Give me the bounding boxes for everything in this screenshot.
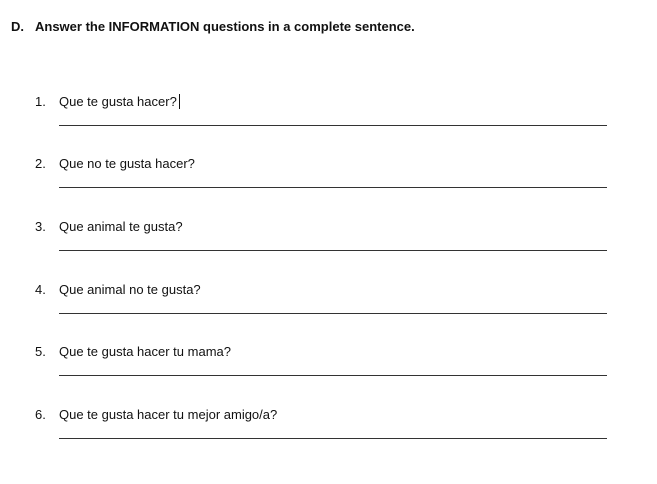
- answer-line[interactable]: [59, 250, 607, 251]
- answer-line[interactable]: [59, 438, 607, 439]
- question-text: [59, 94, 180, 110]
- question-text-content: Que te gusta hacer?: [59, 94, 177, 109]
- answer-line[interactable]: [59, 187, 607, 188]
- section-instruction: Answer the INFORMATION questions in a complete sentence.: [35, 19, 415, 34]
- answer-line[interactable]: [59, 125, 607, 126]
- question-item: [35, 344, 610, 388]
- question-number: 2.: [35, 156, 46, 171]
- answer-line[interactable]: [59, 313, 607, 314]
- question-item: [35, 94, 610, 138]
- question-item: [35, 219, 610, 263]
- question-number: 4.: [35, 282, 46, 297]
- question-text: Que animal te gusta?: [59, 219, 183, 234]
- question-text: Que no te gusta hacer?: [59, 156, 195, 171]
- question-item: [35, 282, 610, 326]
- question-text: Que te gusta hacer tu mejor amigo/a?: [59, 407, 278, 422]
- question-number: 6.: [35, 407, 46, 422]
- question-item: [35, 156, 610, 200]
- question-number: 5.: [35, 344, 46, 359]
- question-number: 3.: [35, 219, 46, 234]
- question-number: 1.: [35, 94, 46, 109]
- section-heading: [11, 19, 415, 34]
- text-cursor: [179, 94, 180, 109]
- section-letter: D.: [11, 19, 24, 34]
- question-item: [35, 407, 610, 451]
- question-text: Que animal no te gusta?: [59, 282, 201, 297]
- answer-line[interactable]: [59, 375, 607, 376]
- question-text: Que te gusta hacer tu mama?: [59, 344, 231, 359]
